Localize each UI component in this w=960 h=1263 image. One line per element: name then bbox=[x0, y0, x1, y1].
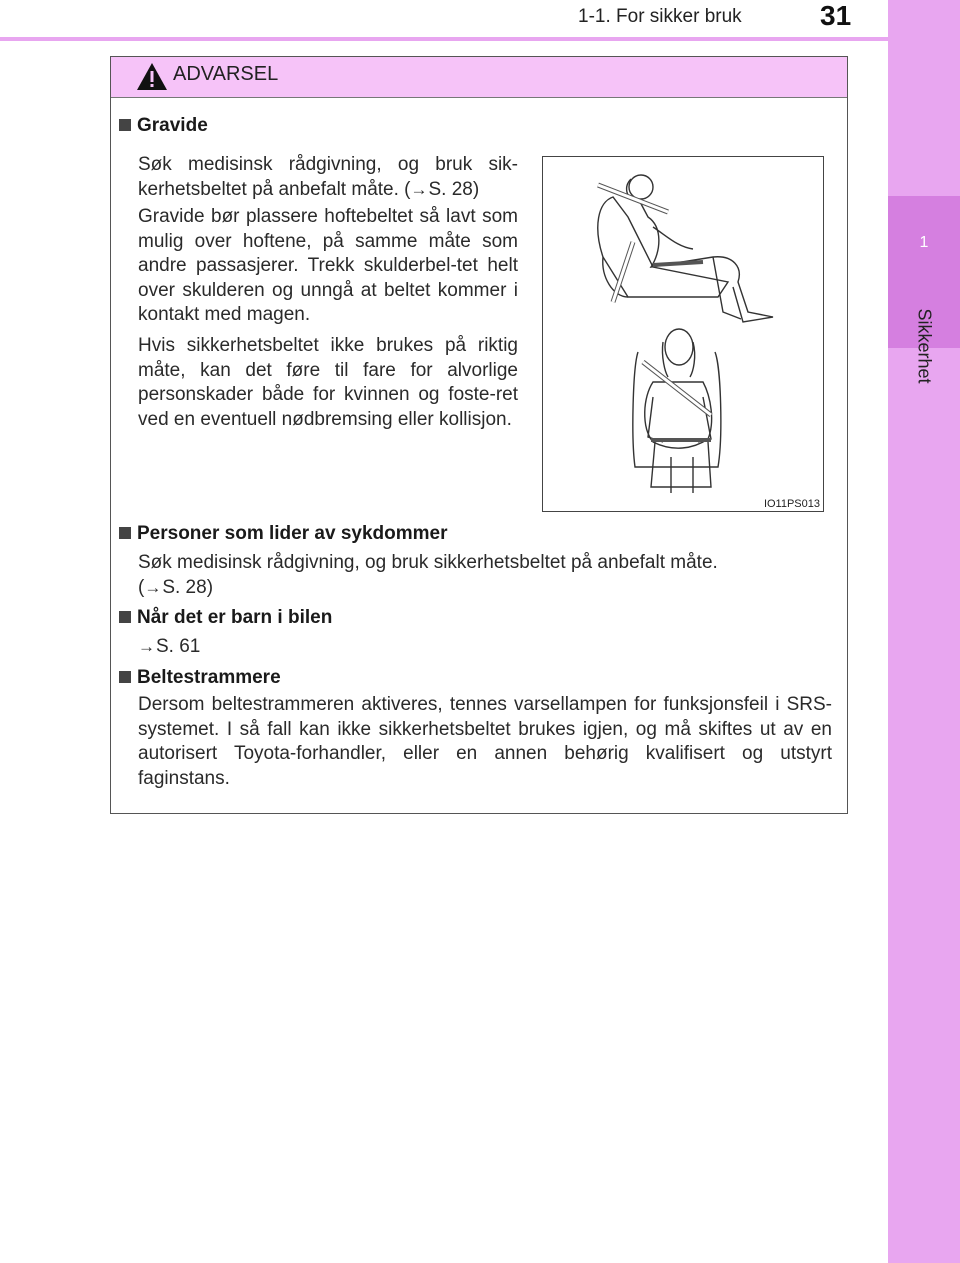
pretensioners-paragraph: Dersom beltestrammeren aktiveres, tennes varsellampen for funksjonsfeil i SRS-systemet. I så fall kan ikke sikkerhetsbeltet brukes igjen, og må skiftes ut av en autorisert Toyota-forhandler, eller en annen behørig kvalifisert og utstyrt faginstans. bbox=[138, 694, 832, 789]
pregnant-paragraph-3: Hvis sikkerhetsbeltet ikke brukes på riktig måte, kan det føre til fare for alvorlige personskader både for kvinnen og foste-ret ved en eventuell nødbremsing eller kollisjon. bbox=[138, 335, 518, 430]
warning-title: ADVARSEL bbox=[173, 63, 279, 85]
side-tab-strip bbox=[888, 0, 960, 1263]
square-bullet-icon bbox=[119, 671, 131, 683]
page-reference[interactable]: S. 28) bbox=[428, 178, 480, 200]
square-bullet-icon bbox=[119, 119, 131, 131]
seatbelt-illustration bbox=[542, 156, 824, 512]
pregnant-paragraph-1: Søk medisinsk rådgivning, og bruk sik-kerhetsbeltet på anbefalt måte. (→S. 28) bbox=[138, 153, 518, 202]
illness-paragraph: Søk medisinsk rådgivning, og bruk sikkerhetsbeltet på anbefalt måte. (→S. 28) bbox=[138, 551, 832, 600]
right-arrow-icon: → bbox=[410, 179, 428, 199]
header-rule bbox=[0, 37, 888, 41]
square-bullet-icon bbox=[119, 527, 131, 539]
right-arrow-icon: → bbox=[144, 577, 162, 597]
section-heading-pretensioners: Beltestrammere bbox=[119, 667, 281, 689]
side-tab-number: 1 bbox=[919, 234, 929, 251]
warning-box bbox=[110, 56, 848, 814]
figure-code: IO11PS013 bbox=[763, 498, 820, 510]
chapter-title: 1-1. For sikker bruk bbox=[578, 6, 742, 27]
page-reference[interactable]: S. 28) bbox=[162, 576, 214, 598]
right-arrow-icon: → bbox=[138, 637, 155, 656]
section-heading-illness: Personer som lider av sykdommer bbox=[119, 523, 447, 545]
pregnant-paragraph-2: Gravide bør plassere hoftebeltet så lavt som mulig over hoftene, på samme måte som andre passasjerer. Trekk skulderbel-tet helt over skulderen og unngå at beltet kommer i kontakt med magen. bbox=[138, 206, 518, 325]
section-heading-children: Når det er barn i bilen bbox=[119, 607, 332, 629]
page-reference[interactable]: S. 61 bbox=[156, 636, 201, 657]
section-heading-pregnant: Gravide bbox=[119, 115, 208, 137]
page-number: 31 bbox=[820, 0, 852, 31]
side-tab-label: Sikkerhet bbox=[914, 308, 935, 384]
children-reference bbox=[138, 635, 832, 660]
warning-header bbox=[111, 57, 847, 98]
warning-triangle-icon bbox=[135, 61, 169, 92]
square-bullet-icon bbox=[119, 611, 131, 623]
pregnant-seatbelt-drawing bbox=[543, 157, 822, 493]
